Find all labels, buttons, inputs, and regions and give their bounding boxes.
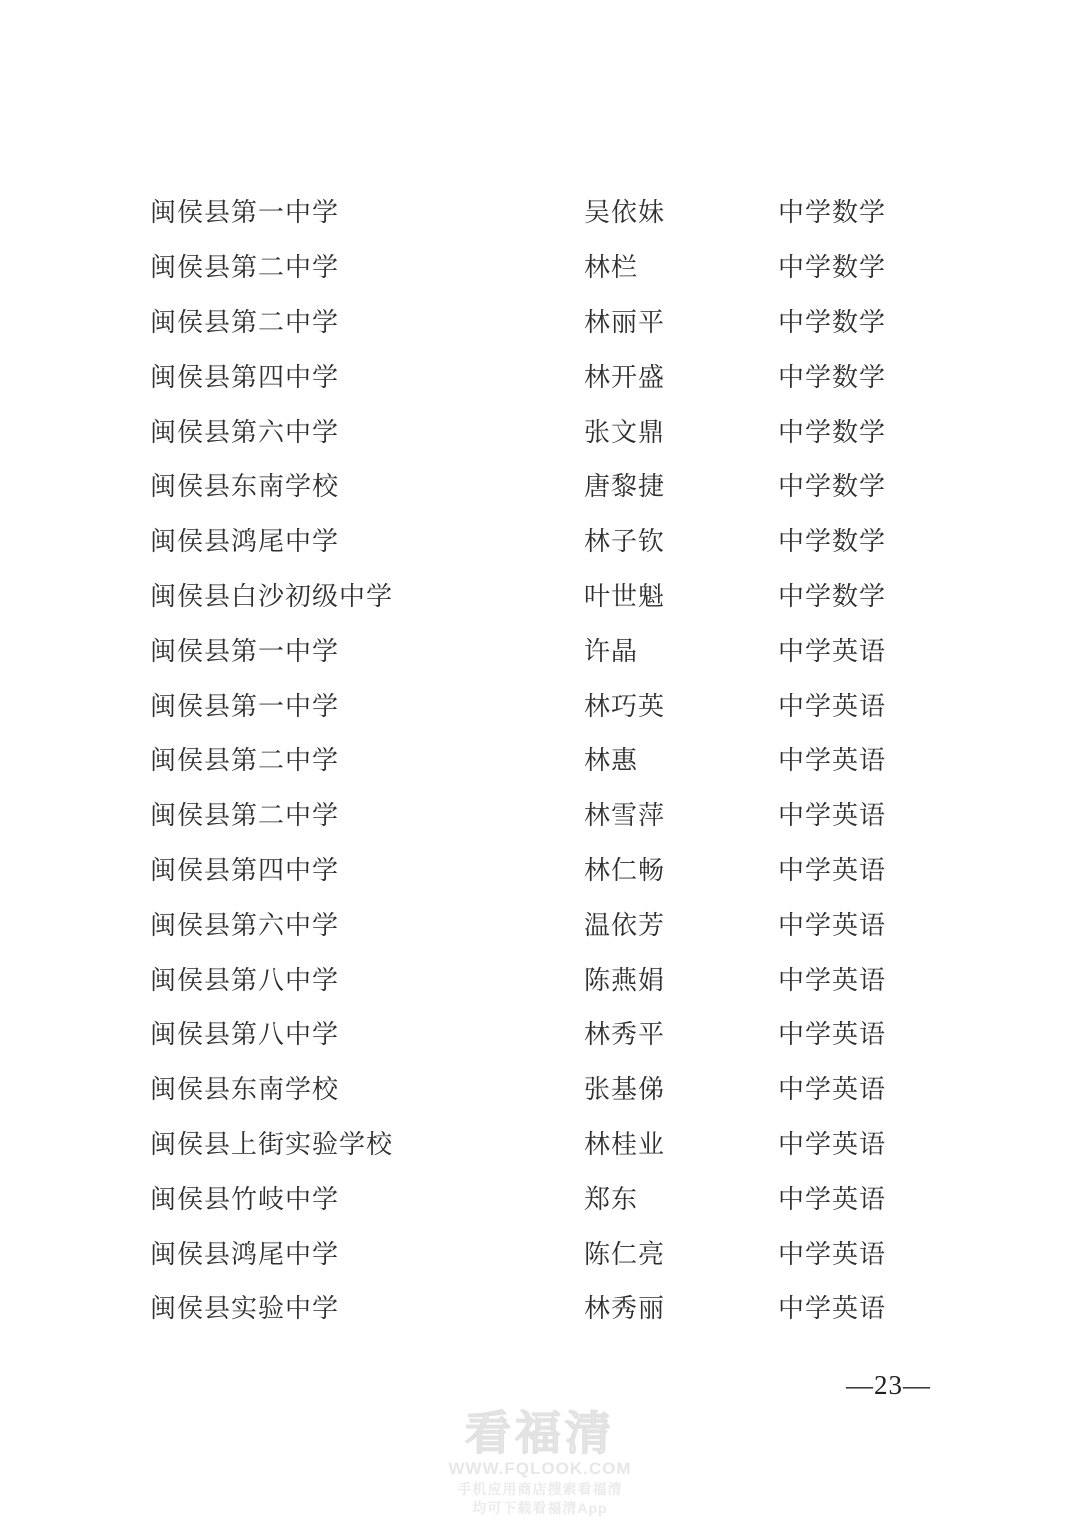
table-row (0, 241, 1080, 296)
table-row (0, 734, 1080, 789)
page-number: —23— (846, 1370, 931, 1400)
school-name-cell: 闽侯县第二中学 (150, 253, 340, 283)
school-name-cell: 闽侯县第二中学 (150, 746, 340, 776)
table-row (0, 570, 1080, 625)
watermark-tagline-1: 手机应用商店搜索看福清 (457, 1481, 623, 1497)
teacher-name-cell: 温依芳 (584, 910, 666, 940)
table-row (0, 679, 1080, 734)
school-name-cell: 闽侯县鸿尾中学 (150, 527, 340, 557)
school-name-cell: 闽侯县第二中学 (150, 801, 340, 831)
school-name-cell: 闽侯县白沙初级中学 (150, 581, 394, 611)
subject-cell: 中学英语 (778, 1075, 887, 1105)
subject-cell: 中学数学 (778, 417, 887, 447)
school-name-cell: 闽侯县第一中学 (150, 636, 340, 666)
school-name-cell: 闽侯县第二中学 (150, 307, 340, 337)
teacher-name-cell: 林秀丽 (584, 1294, 666, 1324)
subject-cell: 中学英语 (778, 1129, 887, 1159)
subject-cell: 中学英语 (778, 691, 887, 721)
school-name-cell: 闽侯县第四中学 (150, 362, 340, 392)
table-row (0, 1172, 1080, 1227)
teacher-name-cell: 林雪萍 (584, 801, 666, 831)
watermark (0, 1407, 1080, 1516)
teacher-name-cell: 陈仁亮 (584, 1239, 666, 1269)
teacher-name-cell: 郑东 (584, 1184, 639, 1214)
teacher-name-cell: 林丽平 (584, 307, 666, 337)
teacher-name-cell: 张文鼎 (584, 417, 666, 447)
teacher-name-cell: 林栏 (584, 253, 639, 283)
school-name-cell: 闽侯县竹岐中学 (150, 1184, 340, 1214)
table-row (0, 898, 1080, 953)
table-row (0, 1008, 1080, 1063)
teacher-name-cell: 林惠 (584, 746, 639, 776)
teacher-name-cell: 林桂业 (584, 1129, 666, 1159)
school-name-cell: 闽侯县第八中学 (150, 1020, 340, 1050)
table-row (0, 953, 1080, 1008)
subject-cell: 中学英语 (778, 636, 887, 666)
table-row (0, 1063, 1080, 1118)
teacher-name-cell: 吴依妹 (584, 198, 666, 228)
teacher-name-cell: 叶世魁 (584, 581, 666, 611)
teacher-name-cell: 林秀平 (584, 1020, 666, 1050)
table-row (0, 460, 1080, 515)
table-row (0, 624, 1080, 679)
school-name-cell: 闽侯县实验中学 (150, 1294, 340, 1324)
subject-cell: 中学英语 (778, 1020, 887, 1050)
table-row (0, 1282, 1080, 1337)
school-name-cell: 闽侯县第四中学 (150, 855, 340, 885)
subject-cell: 中学英语 (778, 910, 887, 940)
school-name-cell: 闽侯县第八中学 (150, 965, 340, 995)
teacher-name-cell: 林巧英 (584, 691, 666, 721)
table-row (0, 844, 1080, 899)
teacher-name-cell: 唐黎捷 (584, 472, 666, 502)
subject-cell: 中学英语 (778, 965, 887, 995)
table-row (0, 515, 1080, 570)
table-row (0, 186, 1080, 241)
subject-cell: 中学英语 (778, 801, 887, 831)
table-row (0, 405, 1080, 460)
subject-cell: 中学英语 (778, 855, 887, 885)
teacher-name-cell: 陈燕娟 (584, 965, 666, 995)
teacher-name-cell: 许晶 (584, 636, 639, 666)
table-row (0, 789, 1080, 844)
watermark-logo-text: 看福清 (465, 1407, 615, 1459)
subject-cell: 中学英语 (778, 746, 887, 776)
teacher-name-cell: 林仁畅 (584, 855, 666, 885)
school-name-cell: 闽侯县第一中学 (150, 691, 340, 721)
subject-cell: 中学数学 (778, 307, 887, 337)
school-name-cell: 闽侯县鸿尾中学 (150, 1239, 340, 1269)
teacher-name-cell: 林子钦 (584, 527, 666, 557)
subject-cell: 中学数学 (778, 472, 887, 502)
teacher-list-table (0, 186, 1080, 1337)
school-name-cell: 闽侯县第六中学 (150, 417, 340, 447)
subject-cell: 中学英语 (778, 1239, 887, 1269)
watermark-url: WWW.FQLOOK.COM (448, 1459, 632, 1478)
subject-cell: 中学英语 (778, 1184, 887, 1214)
school-name-cell: 闽侯县第六中学 (150, 910, 340, 940)
watermark-tagline-2: 均可下载看福清App (472, 1500, 608, 1516)
subject-cell: 中学数学 (778, 198, 887, 228)
school-name-cell: 闽侯县东南学校 (150, 472, 340, 502)
subject-cell: 中学数学 (778, 527, 887, 557)
table-row (0, 1118, 1080, 1173)
table-row (0, 1227, 1080, 1282)
table-row (0, 350, 1080, 405)
subject-cell: 中学数学 (778, 362, 887, 392)
subject-cell: 中学数学 (778, 581, 887, 611)
subject-cell: 中学数学 (778, 253, 887, 283)
school-name-cell: 闽侯县上街实验学校 (150, 1129, 394, 1159)
table-row (0, 296, 1080, 351)
teacher-name-cell: 张基俤 (584, 1075, 666, 1105)
school-name-cell: 闽侯县东南学校 (150, 1075, 340, 1105)
subject-cell: 中学英语 (778, 1294, 887, 1324)
school-name-cell: 闽侯县第一中学 (150, 198, 340, 228)
teacher-name-cell: 林开盛 (584, 362, 666, 392)
